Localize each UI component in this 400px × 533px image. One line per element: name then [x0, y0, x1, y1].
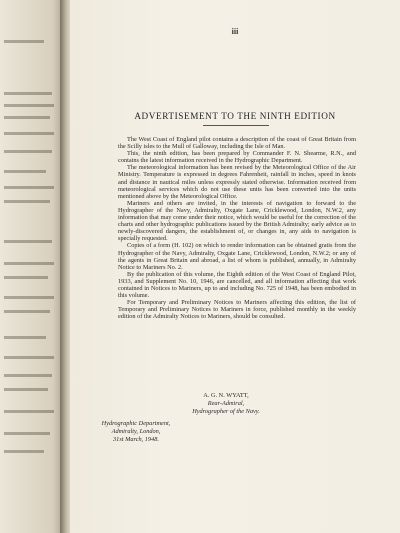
paragraph: By the publication of this volume, the Eighth edition of the West Coast of England Pilot, 1933, and Supplement No. 10, 1946, are cancelled, and all information affecting that work contained in Notices to Mariners, up to and including No. 725 of 1948, has been embodied in this volume. [118, 270, 356, 300]
paragraph: For Temporary and Preliminary Notices to Mariners affecting this edition, the list of Temporary and Preliminary Notices to Mariners in force, published monthly in the weekly edition of the Admiralty Notices to Mariners, should be consulted. [118, 299, 356, 321]
paragraph: The West Coast of England pilot contains a description of the coast of Great Britain from the Scilly isles to the Mull of Galloway, including the Isle of Man. [118, 136, 356, 151]
page-number: iii [231, 27, 239, 36]
paragraph: Copies of a form (H. 102) on which to render information can be obtained gratis from the Hydrographer of the Navy, Admiralty, Oxgate Lane, Cricklewood, London, N.W.2; or any of the agents in Great Britain and abroad, a list of whom is published, annually, in Admiralty Notice to Mariners No. 2. [118, 242, 356, 271]
left-page-text-line [4, 276, 48, 279]
left-page-text-line [4, 200, 50, 203]
date-line: 31st March, 1948. [113, 436, 159, 443]
left-page-text-line [4, 336, 46, 339]
left-page-text-line [4, 132, 54, 135]
left-page-text-line [4, 40, 44, 43]
left-page-text-line [4, 388, 48, 391]
left-page-text-line [4, 310, 50, 313]
book-page [70, 0, 400, 533]
title-rule [203, 125, 269, 126]
paragraph: This, the ninth edition, has been prepared by Commander F. N. Shearme, R.N., and contains the latest information received in the Hydrographic Department. [118, 150, 356, 165]
paragraph: The meteorological information has been revised by the Meteorological Office of the Air Ministry. Temperature is expressed in degrees Fahrenheit, rainfall in inches, speed in knots and distance in nautical miles unless expressly stated otherwise. Information received from meteorological services which do not use these units has been converted into the units mentioned above by the Meteorological Office. [118, 164, 356, 200]
left-page-text-line [4, 116, 50, 119]
paragraph: Mariners and others are invited, in the interests of navigation to forward to the Hydrographer of the Navy, Admiralty, Oxgate Lane, Cricklewood, London, N.W.2, any information that may come under their notice, which would be useful for the correction of the charts and other hydrographic publications issued by the British Admiralty; early advice as to newly-discovered dangers, the establishment of, or changes in, any aids to navigation is specially requested. [118, 199, 356, 243]
left-page-text-line [4, 410, 54, 413]
page-title: ADVERTISEMENT TO THE NINTH EDITION [134, 111, 336, 121]
signature-role: Hydrographer of the Navy. [192, 408, 260, 415]
body-text [118, 136, 356, 320]
left-page-text-line [4, 262, 54, 265]
signature-rank: Rear-Admiral, [207, 400, 245, 407]
left-page-text-line [4, 150, 52, 153]
left-page-text-line [4, 240, 52, 243]
facing-page-edge [0, 0, 66, 533]
signature-name: A. G. N. WYATT, [203, 392, 249, 399]
place-line: Admiralty, London, [111, 428, 161, 435]
left-page-text-line [4, 450, 44, 453]
left-page-text-line [4, 374, 52, 377]
left-page-text-line [4, 432, 50, 435]
left-page-text-line [4, 186, 54, 189]
left-page-text-line [4, 356, 54, 359]
left-page-text-line [4, 92, 52, 95]
left-page-text-line [4, 296, 54, 299]
left-page-text-line [4, 170, 46, 173]
left-page-text-line [4, 104, 54, 107]
place-line: Hydrographic Department, [101, 420, 171, 427]
